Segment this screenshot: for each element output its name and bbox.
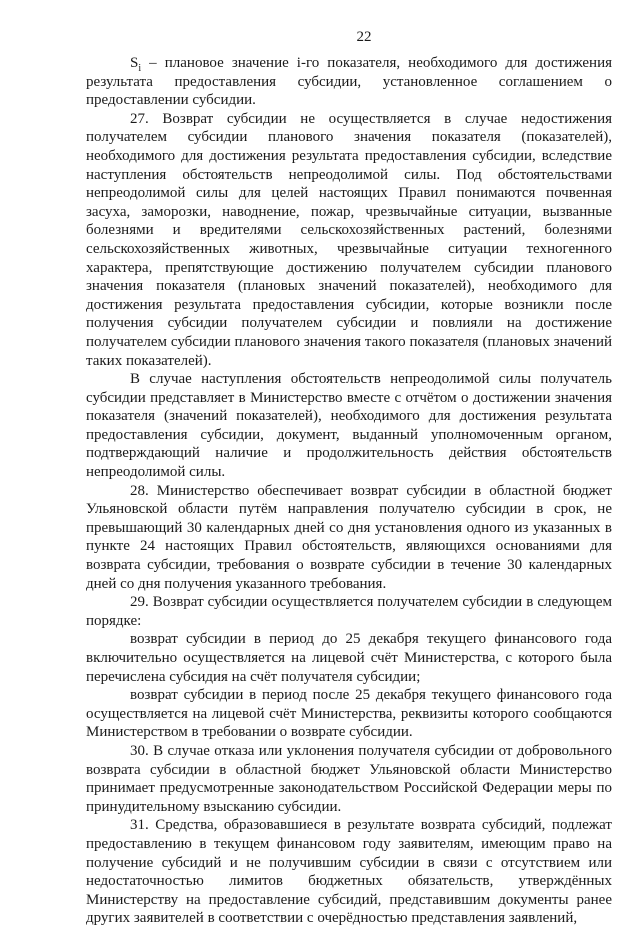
paragraph-si-definition — [86, 54, 612, 110]
page-number: 22 — [356, 29, 372, 45]
paragraph-28: 28. Министерство обеспечивает возврат субсидии в областной бюджет Ульяновской области путём направления получателю субсидии в срок, не превышающий 30 календарных дней со дня установления одного из указанных в пункте 24 настоящих Правил обстоятельств, являющихся основаниями для возврата субсидии, требования о возврате субсидии в течение 30 календарных дней со дня получения указанного требования. — [86, 482, 612, 592]
paragraph-text: – плановое значение i-го показателя, необходимого для достижения результата предоставления субсидии, установленное соглашением о предоставлении субсидии. — [86, 55, 612, 109]
paragraph-29-item-1: возврат субсидии в период до 25 декабря текущего финансового года включительно осуществляется на лицевой счёт Министерства, с которого была перечислена субсидия на счёт получателя субсидии; — [86, 631, 612, 685]
paragraph-29-item-2: возврат субсидии в период после 25 декабря текущего финансового года осуществляется на лицевой счёт Министерства, реквизиты которого сообщаются Министерством в требовании о возврате субсидии. — [86, 687, 612, 741]
formula-symbol: S — [130, 55, 139, 71]
paragraph-31: 31. Средства, образовавшиеся в результате возврата субсидий, подлежат предоставлению в текущем финансовом году заявителям, имеющим право на получение субсидий и не получившим субсидии в связи с отсутствием или недостаточностью лимитов бюджетных обязательств, утверждённых Министерству на предоставление субсидий, представившим документы ранее других заявителей в соответствии с очерёдностью представления заявлений, — [86, 817, 612, 927]
paragraph-27-continued: В случае наступления обстоятельств непреодолимой силы получатель субсидии представляет в Министерство вместе с отчётом о достижении значения показателя (значений показателей), необходимого для достижения результата предоставления субсидии, документ, выданный уполномоченным органом, подтверждающий наличие и продолжительность действия обстоятельств непреодолимой силы. — [86, 371, 612, 481]
paragraph-29: 29. Возврат субсидии осуществляется получателем субсидии в следующем порядке: — [86, 594, 612, 629]
formula-subscript: i — [138, 63, 142, 74]
paragraph-30: 30. В случае отказа или уклонения получателя субсидии от добровольного возврата субсидии в областной бюджет Ульяновской области Министерство принимает предусмотренные законодательством Российской Федерации меры по принудительному взысканию субсидии. — [86, 742, 612, 815]
paragraph-27: 27. Возврат субсидии не осуществляется в случае недостижения получателем субсидии планового значения показателя (показателей), необходимого для достижения результата предоставления субсидии, вследствие наступления обстоятельств непреодолимой силы. Под обстоятельствами непреодолимой силы для целей настоящих Правил понимаются почвенная засуха, заморозки, наводнение, пожар, чрезвычайные ситуации, вызванные болезнями и вредителями сельскохозяйственных растений, болезнями сельскохозяйственных животных, чрезвычайные ситуации техногенного характера, препятствующие достижению получателем субсидии планового значения показателя (плановых значений показателей), необходимого для достижения результата предоставления субсидии, которые возникли после получения субсидии получателем субсидии и повлияли на достижение получателем субсидии планового значения такого показателя (плановых значений таких показателей). — [86, 110, 612, 369]
